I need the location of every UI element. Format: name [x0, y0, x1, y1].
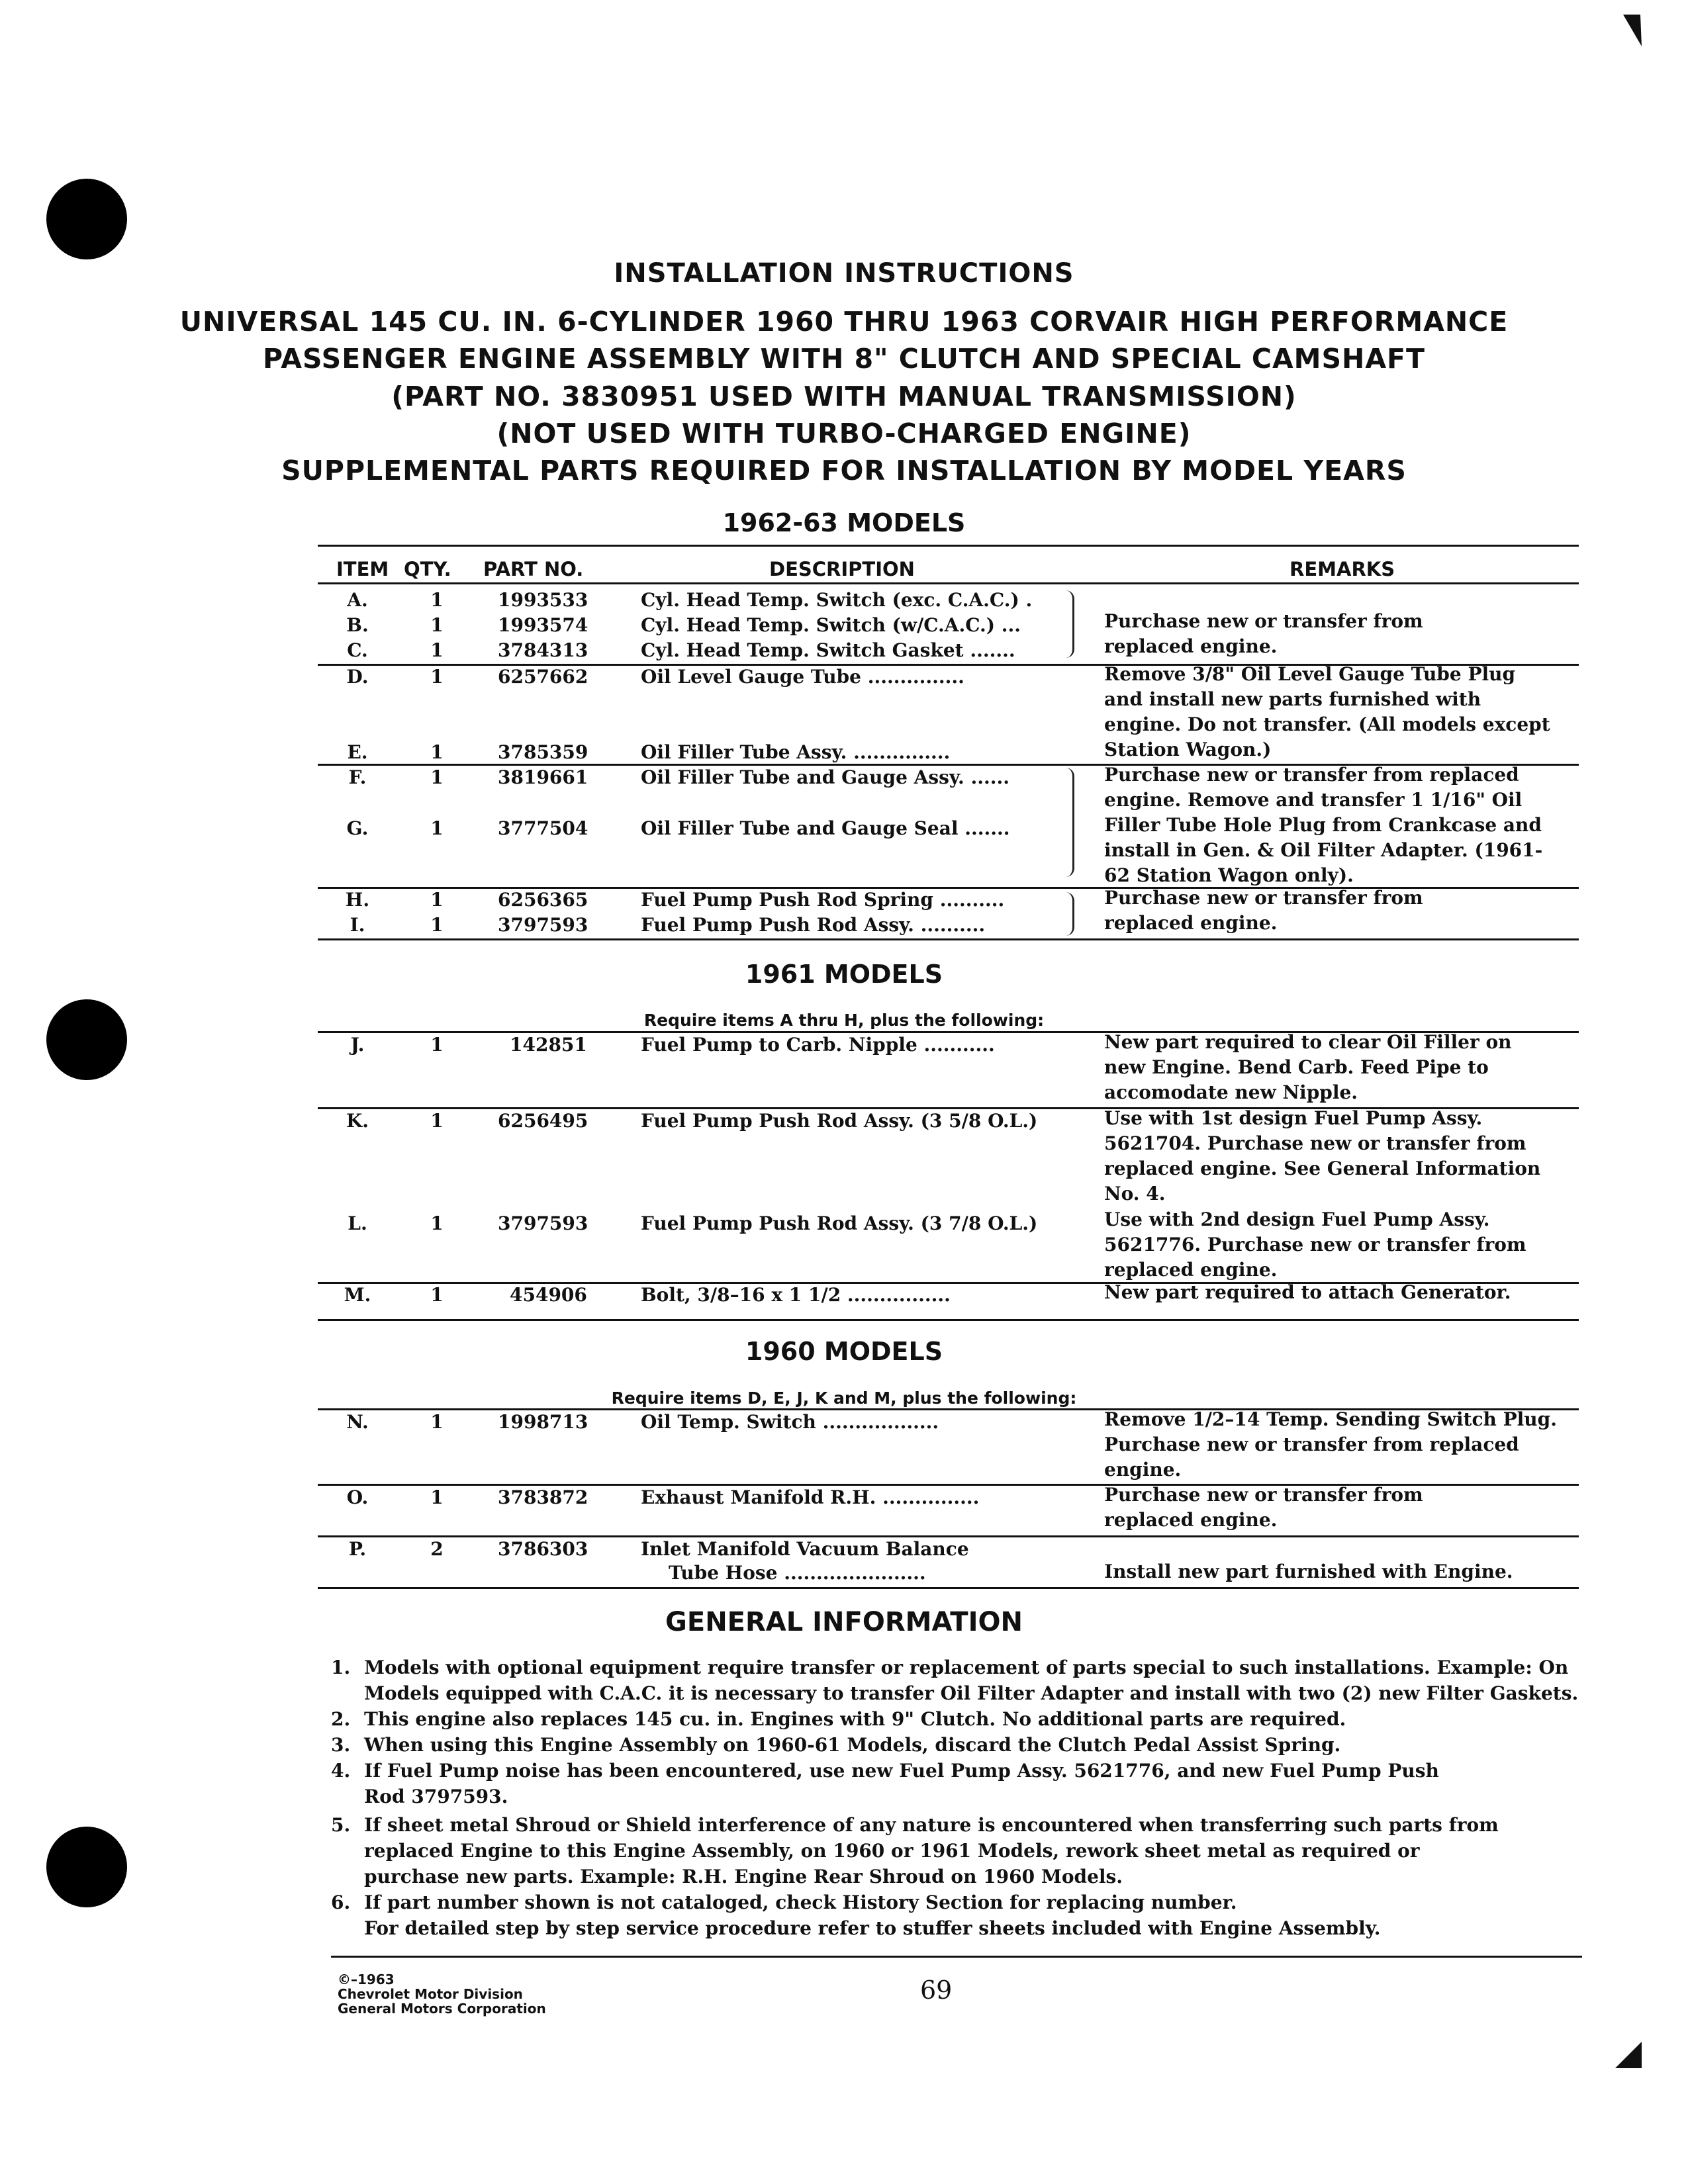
header-line-1: UNIVERSAL 145 CU. IN. 6-CYLINDER 1960 THRU 1963 CORVAIR HIGH PERFORMANCE	[179, 306, 1509, 338]
corner-mark-bottom	[1615, 2042, 1648, 2075]
header-line-4: (NOT USED WITH TURBO-CHARGED ENGINE)	[496, 418, 1192, 449]
rule-footer	[331, 1956, 1582, 1958]
header-line-2: PASSENGER ENGINE ASSEMBLY WITH 8" CLUTCH AND SPECIAL CAMSHAFT	[262, 343, 1426, 375]
page-number: 69	[920, 1976, 953, 2005]
general-info-item: 1. Models with optional equipment require transfer or replacement of parts special to such installations. Example: On Models equipped with C.A.C. it is necessary to transfer Oil Filter Adapter and install with two (2) new Filter Gaskets.	[331, 1657, 1579, 1704]
col-header-qty: QTY.	[404, 558, 451, 580]
punch-hole-bottom	[46, 1827, 127, 1907]
copyright: ©–1963	[338, 1972, 395, 1987]
rule-header	[318, 582, 1579, 584]
punch-hole-top	[46, 179, 127, 259]
general-info-item: 5. If sheet metal Shroud or Shield interference of any nature is encountered when transferring such parts from replaced Engine to this Engine Assembly, on 1960 or 1961 Models, rework sheet metal as required or purchase new parts. Example: R.H. Engine Rear Shroud on 1960 Models.	[331, 1814, 1499, 1888]
require-note: Require items A thru H, plus the following:	[643, 1011, 1045, 1030]
general-info-item: 4. If Fuel Pump noise has been encountered, use new Fuel Pump Assy. 5621776, and new Fuel Pump Push Rod 3797593.	[331, 1760, 1439, 1807]
general-info-item: 2. This engine also replaces 145 cu. in. Engines with 9" Clutch. No additional parts are required.	[331, 1708, 1346, 1730]
brace	[1066, 590, 1074, 658]
header-line-3: (PART NO. 3830951 USED WITH MANUAL TRANSMISSION)	[391, 381, 1297, 412]
col-header-item: ITEM	[336, 558, 389, 580]
general-info-item: 6. If part number shown is not cataloged, check History Section for replacing number.	[331, 1891, 1237, 1913]
general-info-footnote: For detailed step by step service procedure refer to stuffer sheets included with Engine Assembly.	[364, 1917, 1381, 1939]
header-line-5: SUPPLEMENTAL PARTS REQUIRED FOR INSTALLATION BY MODEL YEARS	[281, 455, 1407, 486]
section-title-1960: 1960 MODELS	[745, 1337, 943, 1366]
rule-row	[318, 1587, 1579, 1589]
rule-top	[318, 545, 1579, 547]
copyright-block	[338, 1972, 546, 2016]
doc-title: INSTALLATION INSTRUCTIONS	[614, 258, 1074, 289]
col-header-desc: DESCRIPTION	[769, 558, 915, 580]
brace	[1066, 768, 1074, 877]
require-note: Require items D, E, J, K and M, plus the following:	[611, 1388, 1077, 1408]
brace	[1066, 892, 1074, 936]
section-title-1962-63: 1962-63 MODELS	[722, 508, 966, 537]
corporation-name: General Motors Corporation	[338, 2001, 546, 2017]
corner-mark-top	[1622, 13, 1648, 53]
col-header-part: PART NO.	[483, 558, 584, 580]
rule-row	[318, 1535, 1579, 1537]
division-name: Chevrolet Motor Division	[338, 1986, 523, 2002]
rule-row	[318, 1319, 1579, 1321]
rule-row	[318, 938, 1579, 940]
section-title-1961: 1961 MODELS	[745, 960, 943, 989]
general-info-item: 3. When using this Engine Assembly on 1960-61 Models, discard the Clutch Pedal Assist Spring.	[331, 1734, 1341, 1756]
col-header-remarks: REMARKS	[1289, 558, 1395, 580]
general-info-title: GENERAL INFORMATION	[665, 1607, 1023, 1637]
